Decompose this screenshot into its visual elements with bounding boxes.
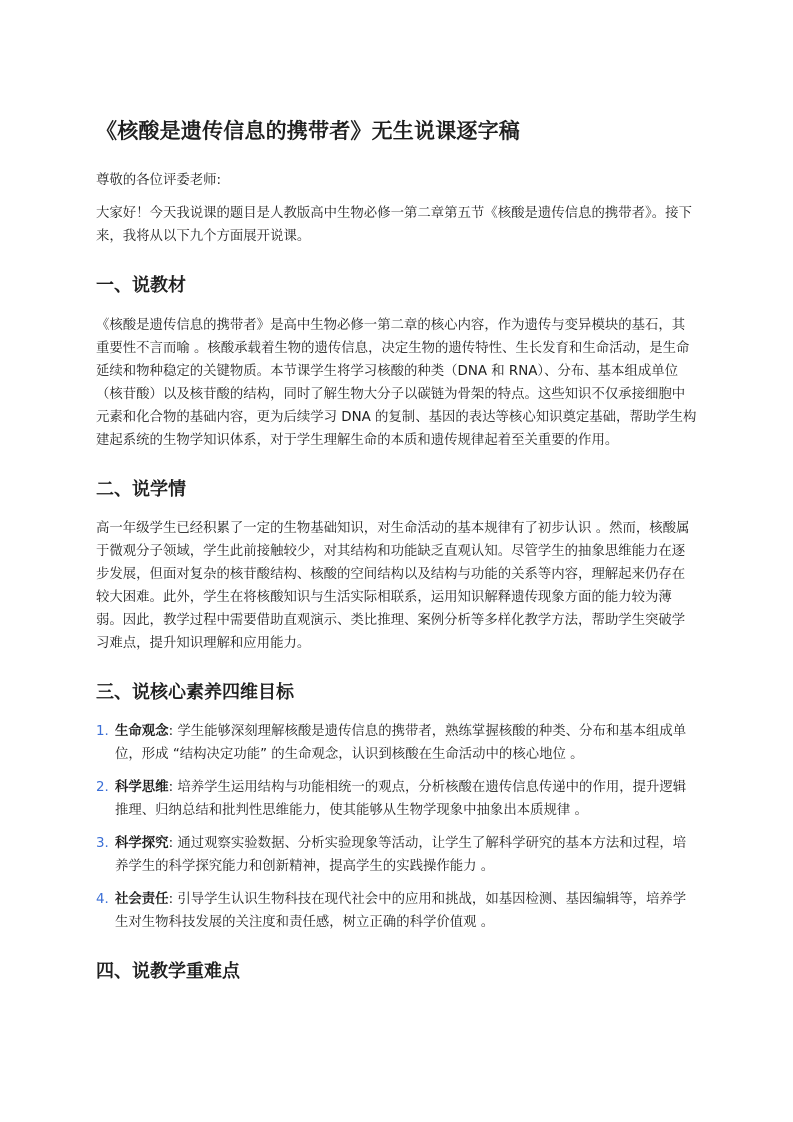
section-heading-students: 二、说学情 bbox=[96, 478, 186, 500]
list-number: 2. bbox=[96, 780, 109, 796]
goal-text: : 引导学生认识生物科技在现代社会中的应用和挑战，如基因检测、基因编辑等，培养学生对生物科技发展的关注度和责任感，树立正确的科学价值观 。 bbox=[115, 892, 687, 931]
goals-list bbox=[96, 720, 697, 934]
intro-paragraph: 大家好！今天我说课的题目是人教版高中生物必修一第二章第五节《核酸是遗传信息的携带者》。接下来，我将从以下九个方面展开说课。 bbox=[96, 206, 692, 245]
goal-label: 社会责任 bbox=[115, 892, 169, 908]
list-number: 3. bbox=[96, 836, 109, 852]
section-heading-goals: 三、说核心素养四维目标 bbox=[96, 682, 294, 704]
goal-label: 科学思维 bbox=[115, 780, 169, 796]
goal-item-social-responsibility bbox=[96, 888, 697, 934]
section-heading-key-points: 四、说教学重难点 bbox=[96, 961, 240, 983]
goal-item-scientific-thinking bbox=[96, 776, 697, 822]
goal-label: 生命观念 bbox=[115, 724, 169, 740]
section-body-students: 高一年级学生已经积累了一定的生物基础知识，对生命活动的基本规律有了初步认识 。然而，核酸属于微观分子领域，学生此前接触较少，对其结构和功能缺乏直观认知。尽管学生的抽象思维能力在逐步发展，但面对复杂的核苷酸结构、核酸的空间结构以及结构与功能的关系等内容，理解起来仍存在较大困难。此外，学生在将核酸知识与生活实际相联系，运用知识解释遗传现象方面的能力较为薄弱。因此，教学过程中需要借助直观演示、类比推理、案例分析等多样化教学方法，帮助学生突破学习难点，提升知识理解和应用能力。 bbox=[96, 521, 690, 652]
goal-item-life-concept bbox=[96, 720, 697, 766]
goal-text: : 培养学生运用结构与功能相统一的观点，分析核酸在遗传信息传递中的作用，提升逻辑推理、归纳总结和批判性思维能力，使其能够从生物学现象中抽象出本质规律 。 bbox=[115, 780, 687, 819]
section-body-textbook: 《核酸是遗传信息的携带者》是高中生物必修一第二章的核心内容，作为遗传与变异模块的基石，其重要性不言而喻 。核酸承载着生物的遗传信息，决定生物的遗传特性、生长发育和生命活动，是生命延续和物种稳定的关键物质。本节课学生将学习核酸的种类（DNA 和 RNA）、分布、基本组成单位（核苷酸）以及核苷酸的结构，同时了解生物大分子以碳链为骨架的特点。这些知识不仅承接细胞中元素和化合物的基础内容，更为后续学习 DNA 的复制、基因的表达等核心知识奠定基础，帮助学生构建起系统的生物学知识体系，对于学生理解生命的本质和遗传规律起着至关重要的作用。 bbox=[96, 317, 697, 448]
list-number: 4. bbox=[96, 892, 109, 908]
document-title: 《核酸是遗传信息的携带者》无生说课逐字稿 bbox=[96, 119, 520, 143]
goal-text: : 学生能够深刻理解核酸是遗传信息的携带者，熟练掌握核酸的种类、分布和基本组成单位，形成 “结构决定功能” 的生命观念，认识到核酸在生命活动中的核心地位 。 bbox=[115, 724, 687, 763]
goal-item-scientific-inquiry bbox=[96, 832, 697, 878]
list-number: 1. bbox=[96, 724, 109, 740]
greeting: 尊敬的各位评委老师: bbox=[96, 173, 222, 189]
goal-label: 科学探究 bbox=[115, 836, 169, 852]
goal-text: : 通过观察实验数据、分析实验现象等活动，让学生了解科学研究的基本方法和过程，培养学生的科学探究能力和创新精神，提高学生的实践操作能力 。 bbox=[115, 836, 687, 875]
section-heading-textbook: 一、说教材 bbox=[96, 275, 186, 297]
